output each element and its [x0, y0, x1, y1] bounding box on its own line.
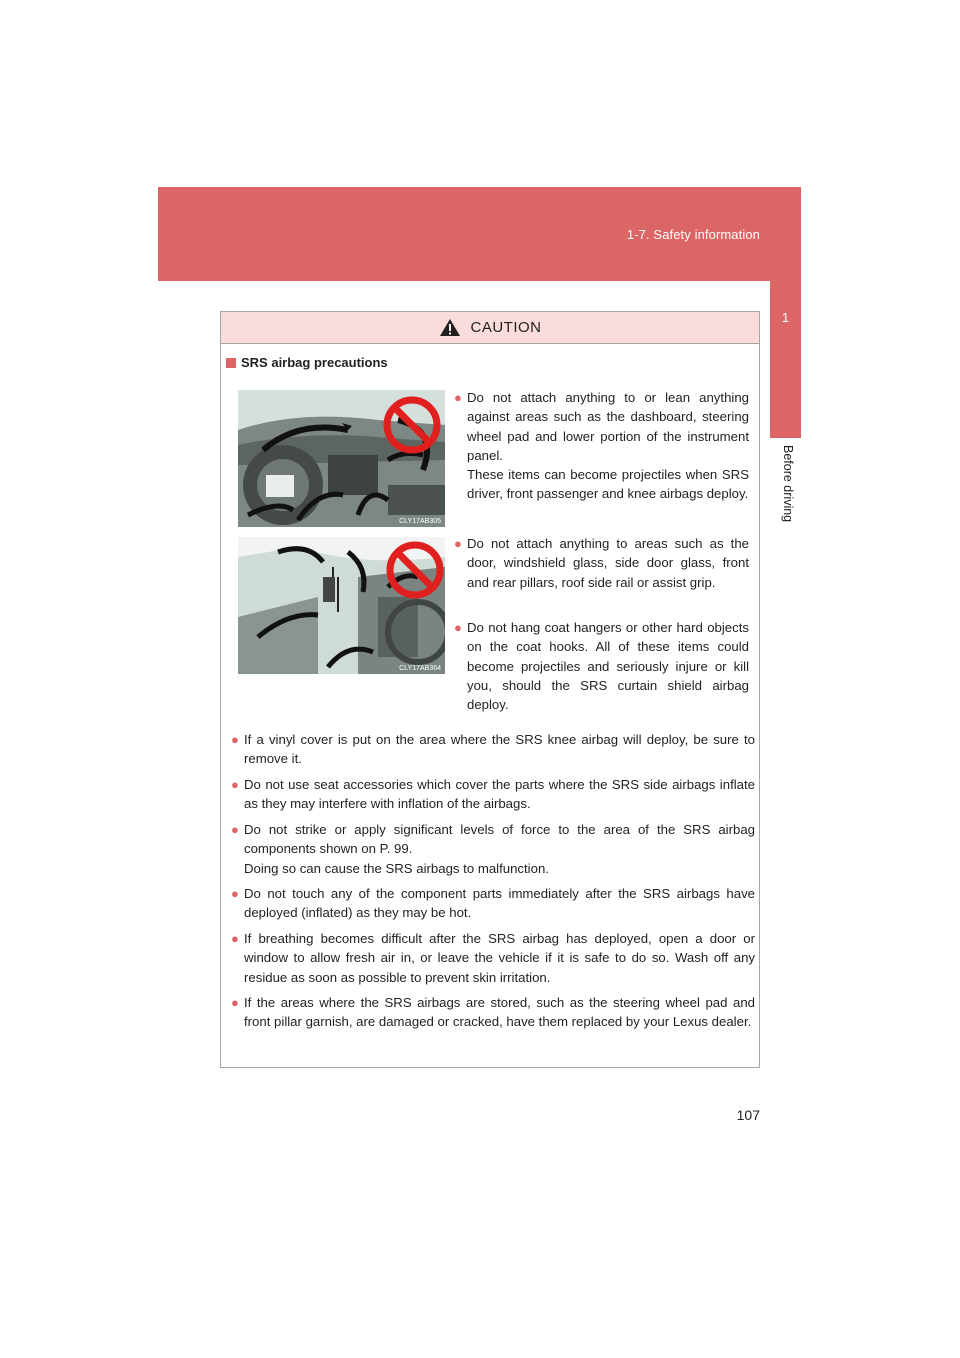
- list-item: ● Do not use seat accessories which cover the parts where the SRS side airbags inflate as they may interfere with inflation of the airbags.: [231, 777, 755, 812]
- bullet-icon: ●: [231, 822, 239, 837]
- caution-box: [220, 311, 760, 1068]
- bullet-icon: ●: [231, 732, 239, 747]
- warning-triangle-icon: [439, 318, 461, 337]
- chapter-number: 1: [781, 310, 790, 325]
- bullet-icon: ●: [454, 536, 462, 551]
- bullet-icon: ●: [454, 620, 462, 635]
- figure-id: CLY17AB305: [399, 518, 441, 525]
- square-bullet-icon: [226, 358, 236, 368]
- section-title: 1-7. Safety information: [626, 227, 760, 242]
- bullet-icon: ●: [231, 995, 239, 1010]
- chapter-tab: [770, 281, 801, 438]
- bullet-icon: ●: [454, 390, 462, 405]
- list-item: ● Do not strike or apply significant levels of force to the area of the SRS airbag components shown on P. 99. Doing so can cause the SRS airbags to malfunction.: [231, 822, 755, 876]
- page-number: 107: [736, 1107, 760, 1123]
- prohibition-icon: [383, 396, 441, 454]
- list-item: ● If the areas where the SRS airbags are stored, such as the steering wheel pad and front pillar garnish, are damaged or cracked, have them replaced by your Lexus dealer.: [231, 995, 755, 1030]
- subheading-text: SRS airbag precautions: [241, 355, 388, 370]
- header-band: [158, 187, 801, 281]
- caution-title: CAUTION: [470, 319, 542, 336]
- figure-id: CLY17AB364: [399, 665, 441, 672]
- bullet-icon: ●: [231, 886, 239, 901]
- door-pillar-illustration: [238, 537, 445, 674]
- bullet-icon: ●: [231, 777, 239, 792]
- prohibition-icon: [386, 541, 444, 599]
- section-subheading: [226, 355, 388, 370]
- bullet-icon: ●: [231, 931, 239, 946]
- list-item: ● Do not attach anything to or lean anything against areas such as the dashboard, steering wheel pad and lower portion of the instrument panel. These items can become projectiles when SRS driver, front passenger and knee airbags deploy.: [454, 390, 749, 502]
- list-item: ● If a vinyl cover is put on the area where the SRS knee airbag will deploy, be sure to remove it.: [231, 732, 755, 767]
- list-item: ● Do not hang coat hangers or other hard objects on the coat hooks. All of these items could become projectiles and seriously injure or kill you, should the SRS curtain shield airbag deploy.: [454, 620, 749, 713]
- list-item: ● If breathing becomes difficult after the SRS airbag has deployed, open a door or window to allow fresh air in, or leave the vehicle if it is safe to do so. Wash off any residue as soon as possible to prevent skin irritation.: [231, 931, 755, 985]
- dashboard-illustration: [238, 390, 445, 527]
- list-item: ● Do not touch any of the component parts immediately after the SRS airbags have deployed (inflated) as they may be hot.: [231, 886, 755, 921]
- chapter-label: Before driving: [781, 445, 795, 523]
- caution-header: [221, 312, 759, 344]
- list-item: ● Do not attach anything to areas such as the door, windshield glass, side door glass, front and rear pillars, roof side rail or assist grip.: [454, 536, 749, 590]
